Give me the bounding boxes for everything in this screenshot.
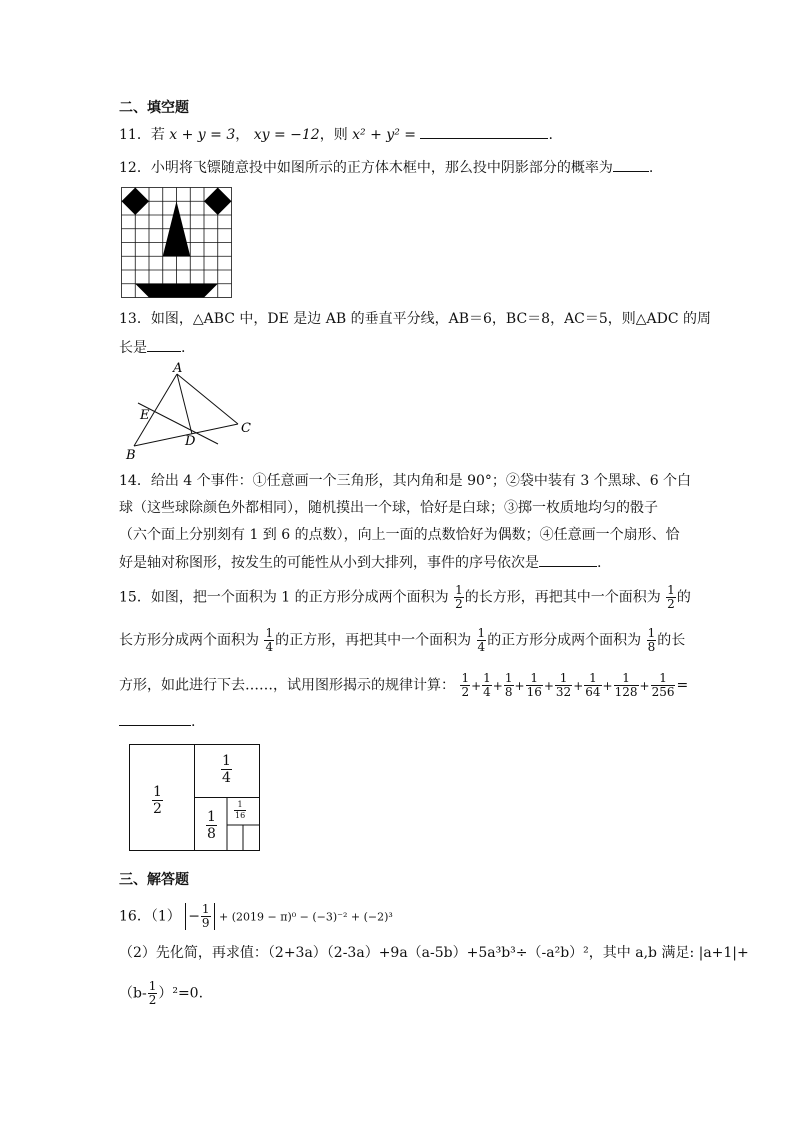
frac-num: 1 — [483, 671, 491, 685]
q11-eq1: x + y = 3 — [169, 127, 236, 143]
frac-num: 1 — [222, 753, 231, 769]
frac-den: 64 — [585, 685, 601, 699]
plus-sign: + — [602, 678, 613, 693]
frac-den: 128 — [614, 685, 638, 699]
q14-answer-blank[interactable] — [539, 552, 597, 567]
q11-sep1: ， — [235, 127, 250, 143]
sum-term-1-over-4 — [482, 672, 492, 699]
question-16-part1 — [119, 903, 393, 930]
frac-num: 1 — [265, 626, 274, 640]
q15-square-figure — [129, 744, 259, 850]
frac-num: 1 — [667, 583, 675, 597]
frac-den: 8 — [504, 685, 513, 699]
frac-num: 1 — [584, 672, 601, 686]
frac-den: 256 — [651, 685, 675, 699]
sum-term-1-over-2 — [460, 672, 470, 699]
frac-num: 1 — [201, 902, 210, 916]
frac-den: 2 — [461, 685, 470, 699]
question-14-line4 — [119, 552, 601, 573]
q15-text-2b: 的正方形，再把其中一个面积为 — [275, 632, 472, 649]
frac-den: 9 — [201, 916, 210, 930]
q13-text: 长是 — [119, 340, 147, 356]
q15-text-1b: 的长方形，再把其中一个面积为 — [464, 589, 661, 606]
frac-num: 1 — [647, 626, 656, 640]
frac-num: 1 — [651, 672, 676, 686]
frac-den: 8 — [207, 826, 216, 842]
q16-frac-ninth — [201, 903, 211, 930]
question-13-line2 — [119, 337, 185, 358]
q16-frac-half — [148, 980, 158, 1007]
q12-bottom-trapezoid — [135, 284, 218, 298]
frac-den: 2 — [455, 597, 463, 611]
q15-equals: = — [676, 677, 689, 694]
frac-num: 1 — [555, 672, 572, 686]
q12-right-diamond — [204, 188, 232, 216]
q15-frac-half-2 — [666, 584, 676, 611]
question-16-part2-line2 — [119, 980, 203, 1007]
q15-text-1a: 15．如图，把一个面积为 1 的正方形分成两个面积为 — [119, 589, 449, 606]
section-title-fill-in: 二、填空题 — [119, 100, 189, 116]
fig-label-sixteenth — [234, 800, 246, 821]
frac-den: 4 — [483, 685, 491, 699]
question-12 — [119, 157, 653, 178]
frac-num: 1 — [614, 672, 639, 686]
q16-part2-text-a: （b- — [119, 985, 147, 1002]
q11-expr: x² + y² = — [352, 127, 416, 143]
frac-num: 1 — [477, 626, 486, 640]
q11-sep2: ，则 — [319, 127, 348, 143]
q12-dartboard-figure — [121, 187, 233, 299]
q16-absolute-value: − $\frac{1}{9}$ — [185, 903, 214, 930]
q13-label-b: B — [126, 448, 136, 462]
frac-den: 2 — [153, 801, 162, 817]
plus-sign: + — [471, 678, 482, 693]
frac-num: 1 — [234, 800, 246, 811]
plus-sign: + — [492, 678, 503, 693]
frac-den: 4 — [477, 640, 486, 654]
q12-text: 小明将飞镖随意投中如图所示的正方体木框中，那么投中阴影部分的概率为 — [150, 160, 613, 176]
fig-label-half — [152, 784, 163, 817]
q15-frac-eighth — [647, 627, 657, 654]
q13-label-c: C — [241, 421, 251, 436]
q11-eq2: xy = −12 — [253, 127, 320, 143]
sum-term-1-over-32 — [555, 672, 572, 699]
q13-label-a: A — [173, 362, 183, 376]
q14-text: 好是轴对称图形，按发生的可能性从小到大排列，事件的序号依次是 — [119, 555, 539, 571]
q11-answer-blank[interactable] — [420, 124, 548, 139]
question-15-line2 — [119, 627, 685, 654]
plus-sign: + — [639, 678, 650, 693]
question-11 — [119, 124, 553, 145]
frac-num: 1 — [504, 671, 513, 685]
fig-label-eighth — [206, 809, 217, 842]
q11-number: 11． — [119, 127, 151, 143]
q15-frac-half-1 — [454, 584, 464, 611]
q16-number: 16．（1） — [119, 908, 181, 925]
q15-figure-lines — [129, 744, 261, 852]
q13-end: . — [181, 340, 186, 356]
frac-den: 16 — [526, 685, 542, 699]
sum-term-1-over-16 — [526, 672, 543, 699]
question-14-line3: （六个面上分别刻有 1 到 6 的点数），向上一面的点数恰好为偶数；④任意画一个扇形、恰 — [119, 527, 680, 543]
q13-segment-ad — [177, 374, 192, 434]
q13-perpendicular-bisector — [138, 403, 218, 444]
frac-num: 1 — [455, 583, 463, 597]
frac-num: 1 — [153, 784, 162, 800]
q13-label-d: D — [185, 434, 196, 449]
q12-number: 12． — [119, 160, 151, 176]
sum-term-1-over-64 — [584, 672, 601, 699]
q13-label-e: E — [140, 408, 150, 423]
frac-den: 2 — [667, 597, 675, 611]
plus-sign: + — [543, 678, 554, 693]
q14-end: . — [597, 555, 602, 571]
q15-text-2d: 的长 — [657, 632, 686, 649]
q15-text-3a: 方形，如此进行下去……，试用图形揭示的规律计算： — [119, 677, 455, 694]
sum-term-1-over-8 — [504, 672, 514, 699]
question-15-line3 — [119, 672, 688, 699]
sum-term-1-over-256 — [651, 672, 676, 699]
question-14-line2: 球（这些球除颜色外都相同），随机摸出一个球，恰好是白球；③掷一枚质地均匀的骰子 — [119, 500, 658, 516]
frac-num: 1 — [207, 809, 216, 825]
frac-den: 32 — [555, 685, 572, 699]
q12-left-diamond — [122, 188, 150, 216]
q11-end: . — [548, 127, 553, 143]
frac-den: 16 — [235, 811, 246, 820]
frac-num: 1 — [461, 671, 470, 685]
plus-sign: + — [514, 678, 525, 693]
q13-side-ac — [177, 374, 238, 424]
frac-den: 8 — [647, 640, 656, 654]
q16-part2-text-b: ）²=0. — [158, 985, 204, 1002]
q13-triangle-figure — [120, 362, 270, 462]
question-15-line4 — [119, 711, 195, 732]
q12-end: . — [648, 160, 654, 176]
frac-num: 1 — [526, 672, 543, 686]
q15-text-2c: 的正方形分成两个面积为 — [487, 632, 642, 649]
q15-frac-quarter-2 — [477, 627, 487, 654]
q13-answer-blank[interactable] — [147, 337, 181, 352]
fig-label-quarter — [221, 753, 232, 786]
question-13-line1: 13．如图，△ABC 中，DE 是边 AB 的垂直平分线，AB＝6，BC＝8，AC＝5，则△ADC 的周 — [119, 311, 712, 327]
question-15-line1: 15．如图，把一个面积为 1 的正方形分成两个面积为 $\frac{1}{2}$ 的长方形，再把其中一个面积为 $\frac{1}{2}$ 的 — [119, 583, 691, 611]
q16-part1-expression: + (2019 − π)⁰ − (−3)⁻² + (−2)³ — [219, 910, 393, 924]
q11-prefix: 若 — [150, 127, 165, 143]
q15-frac-quarter-1 — [264, 627, 274, 654]
sum-term-1-over-128 — [614, 672, 639, 699]
frac-den: 4 — [222, 770, 231, 786]
frac-den: 4 — [265, 640, 274, 654]
q12-answer-blank[interactable] — [613, 157, 649, 172]
frac-num: 1 — [148, 979, 157, 993]
plus-sign: + — [573, 678, 584, 693]
section-title-solutions: 三、解答题 — [119, 872, 189, 888]
question-16-part2-line1: （2）先化简，再求值：（2+3a）（2-3a）+9a（a-5b）+5a³b³÷（-a²b）²，其中 a,b 满足: |a+1|+ — [119, 945, 749, 961]
frac-den: 2 — [148, 993, 157, 1007]
question-14-line1: 14．给出 4 个事件：①任意画一个三角形，其内角和是 90°；②袋中装有 3 个黑球、6 个白 — [119, 473, 692, 489]
q15-end: . — [191, 714, 196, 730]
q15-answer-blank[interactable] — [119, 711, 191, 726]
q15-text-2a: 长方形分成两个面积为 — [119, 632, 259, 649]
q15-sum-expression — [459, 671, 676, 699]
